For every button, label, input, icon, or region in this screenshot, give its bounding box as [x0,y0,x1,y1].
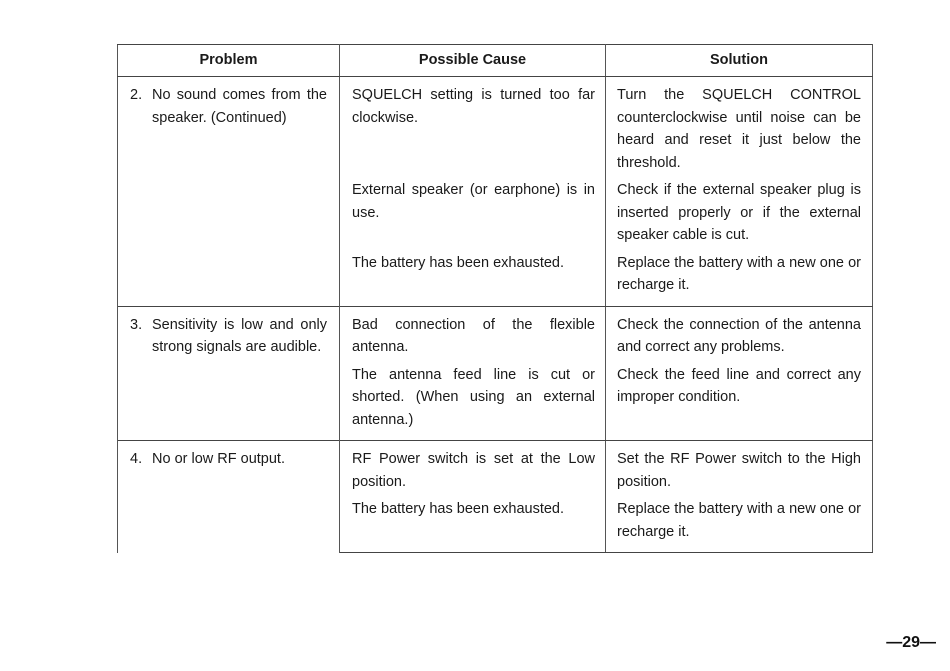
problem-number: 4. [130,451,143,467]
problem-text: Sensitivity is low and only strong signals are audible. [152,316,327,355]
solution-text: Check if the external speaker plug is inserted properly or if the external speaker cable is cut. [617,182,861,243]
cause-text: External speaker (or earphone) is in use. [352,182,595,221]
cause-text: RF Power switch is set at the Low position. [352,451,595,490]
solution-text: Replace the battery with a new one or recharge it. [617,254,861,293]
table-row [118,441,873,494]
table-header-row [118,45,873,77]
problem-cell [118,441,340,553]
problem-text: No sound comes from the speaker. (Continued) [152,87,327,126]
table-row [118,77,873,175]
problem-number: 3. [130,316,143,333]
cause-cell [340,247,606,307]
header-possible-cause: Possible Cause [340,45,606,77]
cause-cell [340,77,606,175]
cause-cell [340,359,606,441]
page-number: —29— [886,634,936,651]
table-row [118,306,873,359]
solution-cell [606,247,873,307]
solution-text: Replace the battery with a new one or recharge it. [617,501,861,540]
cause-cell [340,174,606,247]
cause-cell [340,306,606,359]
header-solution: Solution [606,45,873,77]
solution-cell [606,493,873,553]
cause-text: Bad connection of the flexible antenna. [352,316,595,355]
solution-cell [606,306,873,359]
cause-text: The battery has been exhausted. [352,501,565,517]
solution-cell [606,174,873,247]
cause-text: The battery has been exhausted. [352,254,565,271]
problem-number: 2. [130,87,143,103]
problem-text: No or low RF output. [152,451,285,467]
solution-cell [606,441,873,494]
troubleshooting-table [117,44,873,553]
solution-cell [606,77,873,175]
header-problem: Problem [118,45,340,77]
cause-text: The antenna feed line is cut or shorted. (When using an external antenna.) [352,366,595,428]
cause-cell [340,441,606,494]
cause-cell [340,493,606,553]
solution-text: Check the connection of the antenna and correct any problems. [617,316,861,355]
solution-cell [606,359,873,441]
problem-cell [118,77,340,307]
problem-cell [118,306,340,441]
solution-text: Turn the SQUELCH CONTROL counterclockwise until noise can be heard and reset it just below the threshold. [617,87,861,171]
solution-text: Set the RF Power switch to the High position. [617,451,861,490]
cause-text: SQUELCH setting is turned too far clockwise. [352,87,595,126]
solution-text: Check the feed line and correct any improper condition. [617,366,861,405]
